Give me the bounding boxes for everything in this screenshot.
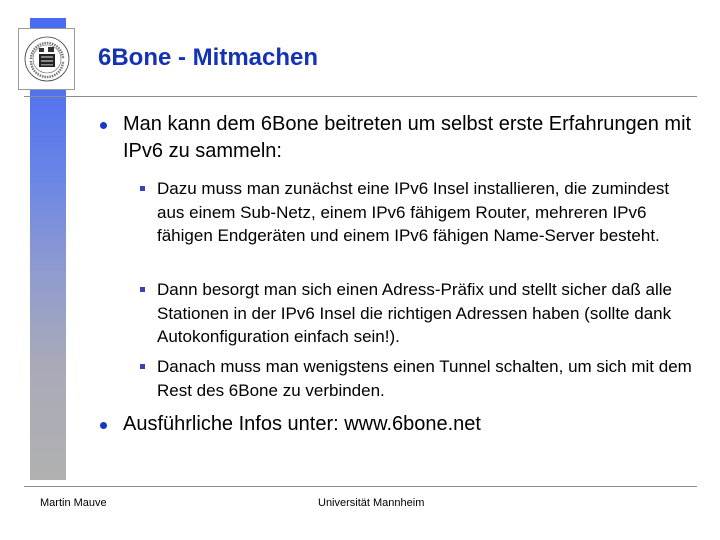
sub-bullet-text: Danach muss man wenigstens einen Tunnel schalten, um sich mit dem Rest des 6Bone zu verbinden. (157, 357, 692, 400)
bullet-text: Ausführliche Infos unter: www.6bone.net (123, 413, 481, 435)
slide-title: 6Bone - Mitmachen (98, 44, 319, 71)
header-divider (24, 96, 697, 97)
university-seal-icon (23, 35, 71, 83)
footer-institution: Universität Mannheim (318, 497, 425, 509)
bullet-square-icon (140, 287, 145, 292)
footer-divider (24, 486, 697, 487)
bullet-dot-icon (100, 122, 107, 129)
university-logo (18, 28, 75, 90)
bullet-text: Man kann dem 6Bone beitreten um selbst erste Erfahrungen mit IPv6 zu sammeln: (123, 113, 692, 162)
bullet-dot-icon (100, 422, 107, 429)
bullet-square-icon (140, 364, 145, 369)
sub-bullet-text: Dann besorgt man sich einen Adress-Präfix und stellt sicher daß alle Stationen in der IPv6 Insel die richtigen Adressen haben (sollte dank Autokonfiguration einfach sein!). (157, 280, 672, 346)
footer-author: Martin Mauve (40, 497, 107, 509)
bullet-square-icon (140, 186, 145, 191)
sub-bullet-text: Dazu muss man zunächst eine IPv6 Insel installieren, die zumindest aus einem Sub-Netz, einem IPv6 fähigem Router, mehreren IPv6 fähigen Endgeräten und einem IPv6 fähigen Name-Server besteht. (157, 179, 670, 245)
